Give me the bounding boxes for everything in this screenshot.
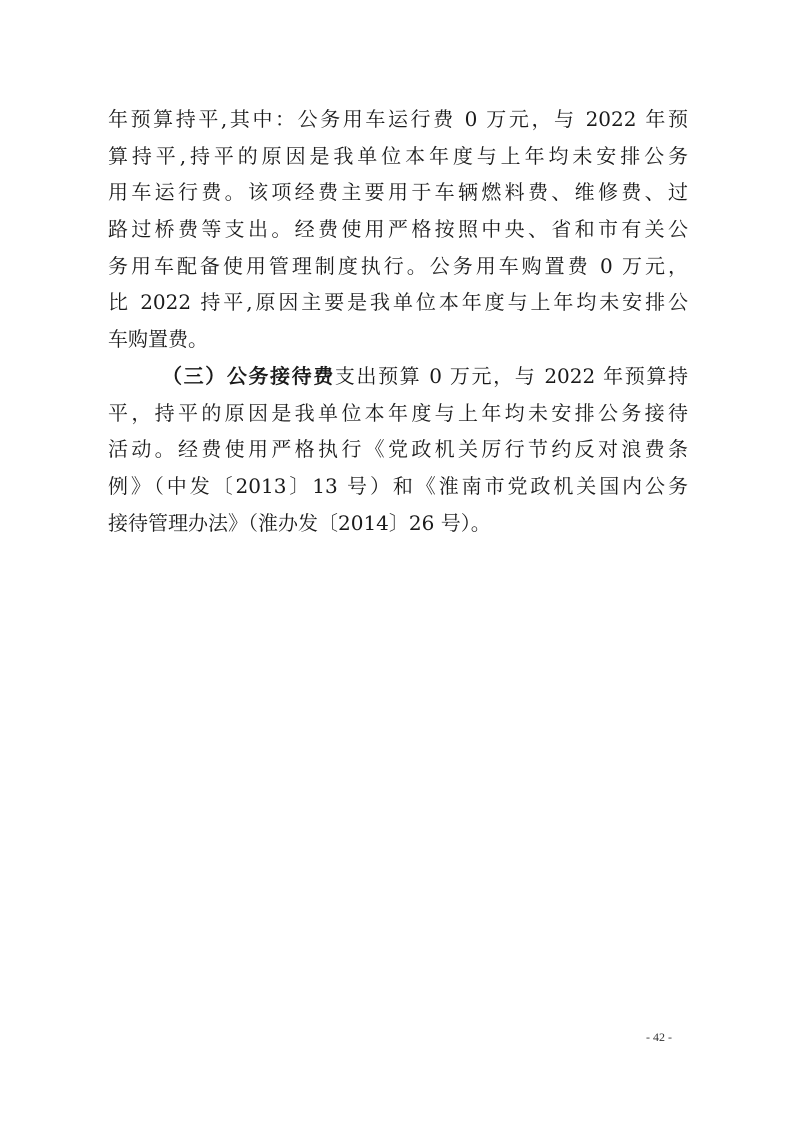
paragraph-line: 接待管理办法》（淮办发〔2014〕26 号）。 xyxy=(108,510,491,535)
section-heading: （三）公务接待费 xyxy=(162,363,335,388)
paragraph-line: 年预算持平,其中：公务用车运行费 0 万元，与 2022 年预 xyxy=(108,107,688,131)
page-number: - 42 - xyxy=(646,1030,672,1044)
paragraph-line: 算持平,持平的原因是我单位本年度与上年均未安排公务 xyxy=(108,143,688,168)
paragraph-line: 用车运行费。该项经费主要用于车辆燃料费、维修费、过 xyxy=(108,180,688,205)
paragraph-line: 路过桥费等支出。经费使用严格按照中央、省和市有关公 xyxy=(108,217,688,242)
paragraph-text: 支出预算 0 万元，与 2022 年预算持 xyxy=(334,363,689,388)
paragraph-line: 平，持平的原因是我单位本年度与上年均未安排公务接待 xyxy=(108,400,688,425)
body-text xyxy=(108,101,688,541)
paragraph-line: 例》（中发〔2013〕13 号）和《淮南市党政机关国内公务 xyxy=(108,473,688,498)
paragraph-first-line xyxy=(108,358,688,395)
paragraph-line: 比 2022 持平,原因主要是我单位本年度与上年均未安排公 xyxy=(108,290,688,315)
paragraph-line: 活动。经费使用严格执行《党政机关厉行节约反对浪费条 xyxy=(108,437,688,462)
paragraph-line: 务用车配备使用管理制度执行。公务用车购置费 0 万元， xyxy=(108,253,688,278)
paragraph-line: 车购置费。 xyxy=(108,327,208,352)
